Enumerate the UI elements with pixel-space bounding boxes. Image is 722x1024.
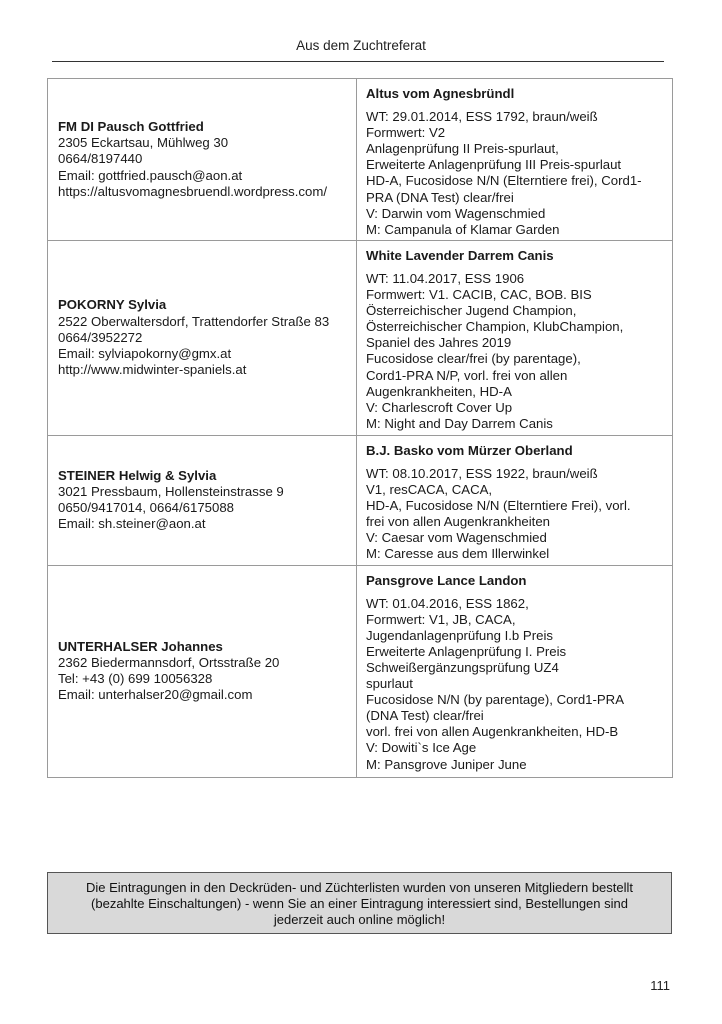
dog-detail-line: Fucosidose N/N (by parentage), Cord1-PRA [366, 692, 624, 708]
owner-detail-line: http://www.midwinter-spaniels.at [58, 362, 247, 378]
dog-detail-line: Augenkrankheiten, HD-A [366, 383, 512, 399]
owner-detail-line: 0650/9417014, 0664/6175088 [58, 500, 235, 516]
owner-detail-line: Email: gottfried.pausch@aon.at [58, 167, 243, 183]
dog-name: B.J. Basko vom Mürzer Oberland [366, 442, 573, 458]
owner-name: FM DI Pausch Gottfried [58, 118, 204, 134]
dog-detail-line: Formwert: V2 [366, 125, 446, 141]
dog-detail-line: Spaniel des Jahres 2019 [366, 335, 512, 351]
dog-detail-line: WT: 11.04.2017, ESS 1906 [366, 270, 525, 286]
owner-detail-line: 0664/8197440 [58, 151, 143, 167]
owner-name: STEINER Helwig & Sylvia [58, 467, 217, 483]
dog-detail-line: V: Darwin vom Wagenschmied [366, 205, 546, 221]
dog-detail-line: HD-A, Fucosidose N/N (Elterntiere frei), Cord1- [366, 173, 642, 189]
dog-detail-line: WT: 29.01.2014, ESS 1792, braun/weiß [366, 109, 598, 125]
table-row [48, 79, 673, 241]
dog-detail-line: PRA (DNA Test) clear/frei [366, 189, 514, 205]
table-row [48, 565, 673, 777]
dog-detail-line: vorl. frei von allen Augenkrankheiten, HD-B [366, 724, 619, 740]
dog-detail-line: V1, resCACA, CACA, [366, 482, 493, 498]
dog-detail-line: Erweiterte Anlagenprüfung I. Preis [366, 643, 567, 659]
dog-detail-line: M: Caresse aus dem Illerwinkel [366, 546, 550, 562]
owner-detail-line: Tel: +43 (0) 699 10056328 [58, 671, 213, 686]
dog-detail-line: Anlagenprüfung II Preis-spurlaut, [366, 141, 559, 157]
dog-detail-line: spurlaut [366, 676, 413, 692]
notice-line: jederzeit auch online möglich! [273, 912, 446, 927]
dog-detail-line: Cord1-PRA N/P, vorl. frei von allen [366, 367, 568, 383]
dog-cell [357, 240, 673, 435]
owner-detail-line: 2305 Eckartsau, Mühlweg 30 [58, 135, 229, 151]
dog-cell [357, 79, 673, 241]
owner-detail-line: Email: unterhalser20@gmail.com [58, 687, 253, 703]
page-header-title: Aus dem Zuchtreferat [296, 38, 426, 53]
dog-detail-line: M: Night and Day Darrem Canis [366, 415, 553, 431]
owner-cell [48, 435, 357, 565]
owner-name: POKORNY Sylvia [58, 297, 167, 313]
owner-detail-line: Email: sh.steiner@aon.at [58, 516, 206, 532]
owner-detail-line: 0664/3952272 [58, 329, 143, 345]
owner-cell [48, 240, 357, 435]
notice-box [47, 872, 672, 934]
table-row [48, 240, 673, 435]
dog-detail-line: Schweißergänzungsprüfung UZ4 [366, 659, 559, 675]
dog-detail-line: Fucosidose clear/frei (by parentage), [366, 351, 581, 367]
dog-detail-line: Formwert: V1, JB, CACA, [366, 611, 516, 627]
dog-detail-line: (DNA Test) clear/frei [366, 708, 484, 724]
dog-detail-line: Jugendanlagenprüfung I.b Preis [366, 627, 553, 643]
dog-cell [357, 565, 673, 777]
dog-detail-line: V: Charlescroft Cover Up [366, 399, 513, 415]
owner-cell [48, 79, 357, 241]
owner-detail-line: 2522 Oberwaltersdorf, Trattendorfer Straße 83 [58, 313, 330, 329]
dog-detail-line: M: Pansgrove Juniper June [366, 756, 527, 772]
breeder-table-body [48, 79, 673, 778]
table-row [48, 435, 673, 565]
page-number: 111 [650, 978, 670, 993]
dog-detail-line: HD-A, Fucosidose N/N (Elterntiere Frei), vorl. [366, 498, 631, 514]
owner-detail-line: https://altusvomagnesbruendl.wordpress.com/ [58, 183, 328, 199]
owner-detail-line: 2362 Biedermannsdorf, Ortsstraße 20 [58, 654, 280, 670]
dog-detail-line: frei von allen Augenkrankheiten [366, 514, 551, 530]
owner-cell [48, 565, 357, 777]
dog-detail-line: Formwert: V1. CACIB, CAC, BOB. BIS [366, 287, 592, 303]
owner-detail-line: Email: sylviapokorny@gmx.at [58, 345, 232, 361]
dog-name: Pansgrove Lance Landon [366, 572, 527, 588]
notice-line: (bezahlte Einschaltungen) - wenn Sie an einer Eintragung interessiert sind, Bestellungen sind [91, 896, 628, 911]
dog-detail-line: Erweiterte Anlagenprüfung III Preis-spurlaut [366, 157, 622, 173]
dog-detail-line: V: Dowiti`s Ice Age [366, 740, 477, 756]
dog-detail-line: Österreichischer Jugend Champion, [366, 303, 577, 319]
breeder-table [47, 78, 673, 778]
header-divider [52, 61, 664, 62]
dog-name: White Lavender Darrem Canis [366, 247, 554, 263]
dog-detail-line: WT: 08.10.2017, ESS 1922, braun/weiß [366, 465, 598, 481]
dog-detail-line: Österreichischer Champion, KlubChampion, [366, 319, 624, 335]
dog-detail-line: M: Campanula of Klamar Garden [366, 221, 560, 237]
owner-detail-line: 3021 Pressbaum, Hollensteinstrasse 9 [58, 483, 284, 499]
notice-line: Die Eintragungen in den Deckrüden- und Züchterlisten wurden von unseren Mitgliedern bestellt [85, 880, 634, 895]
dog-name: Altus vom Agnesbründl [366, 86, 515, 101]
dog-detail-line: WT: 01.04.2016, ESS 1862, [366, 595, 529, 611]
owner-name: UNTERHALSER Johannes [58, 638, 223, 654]
dog-detail-line: V: Caesar vom Wagenschmied [366, 530, 547, 546]
dog-cell [357, 435, 673, 565]
